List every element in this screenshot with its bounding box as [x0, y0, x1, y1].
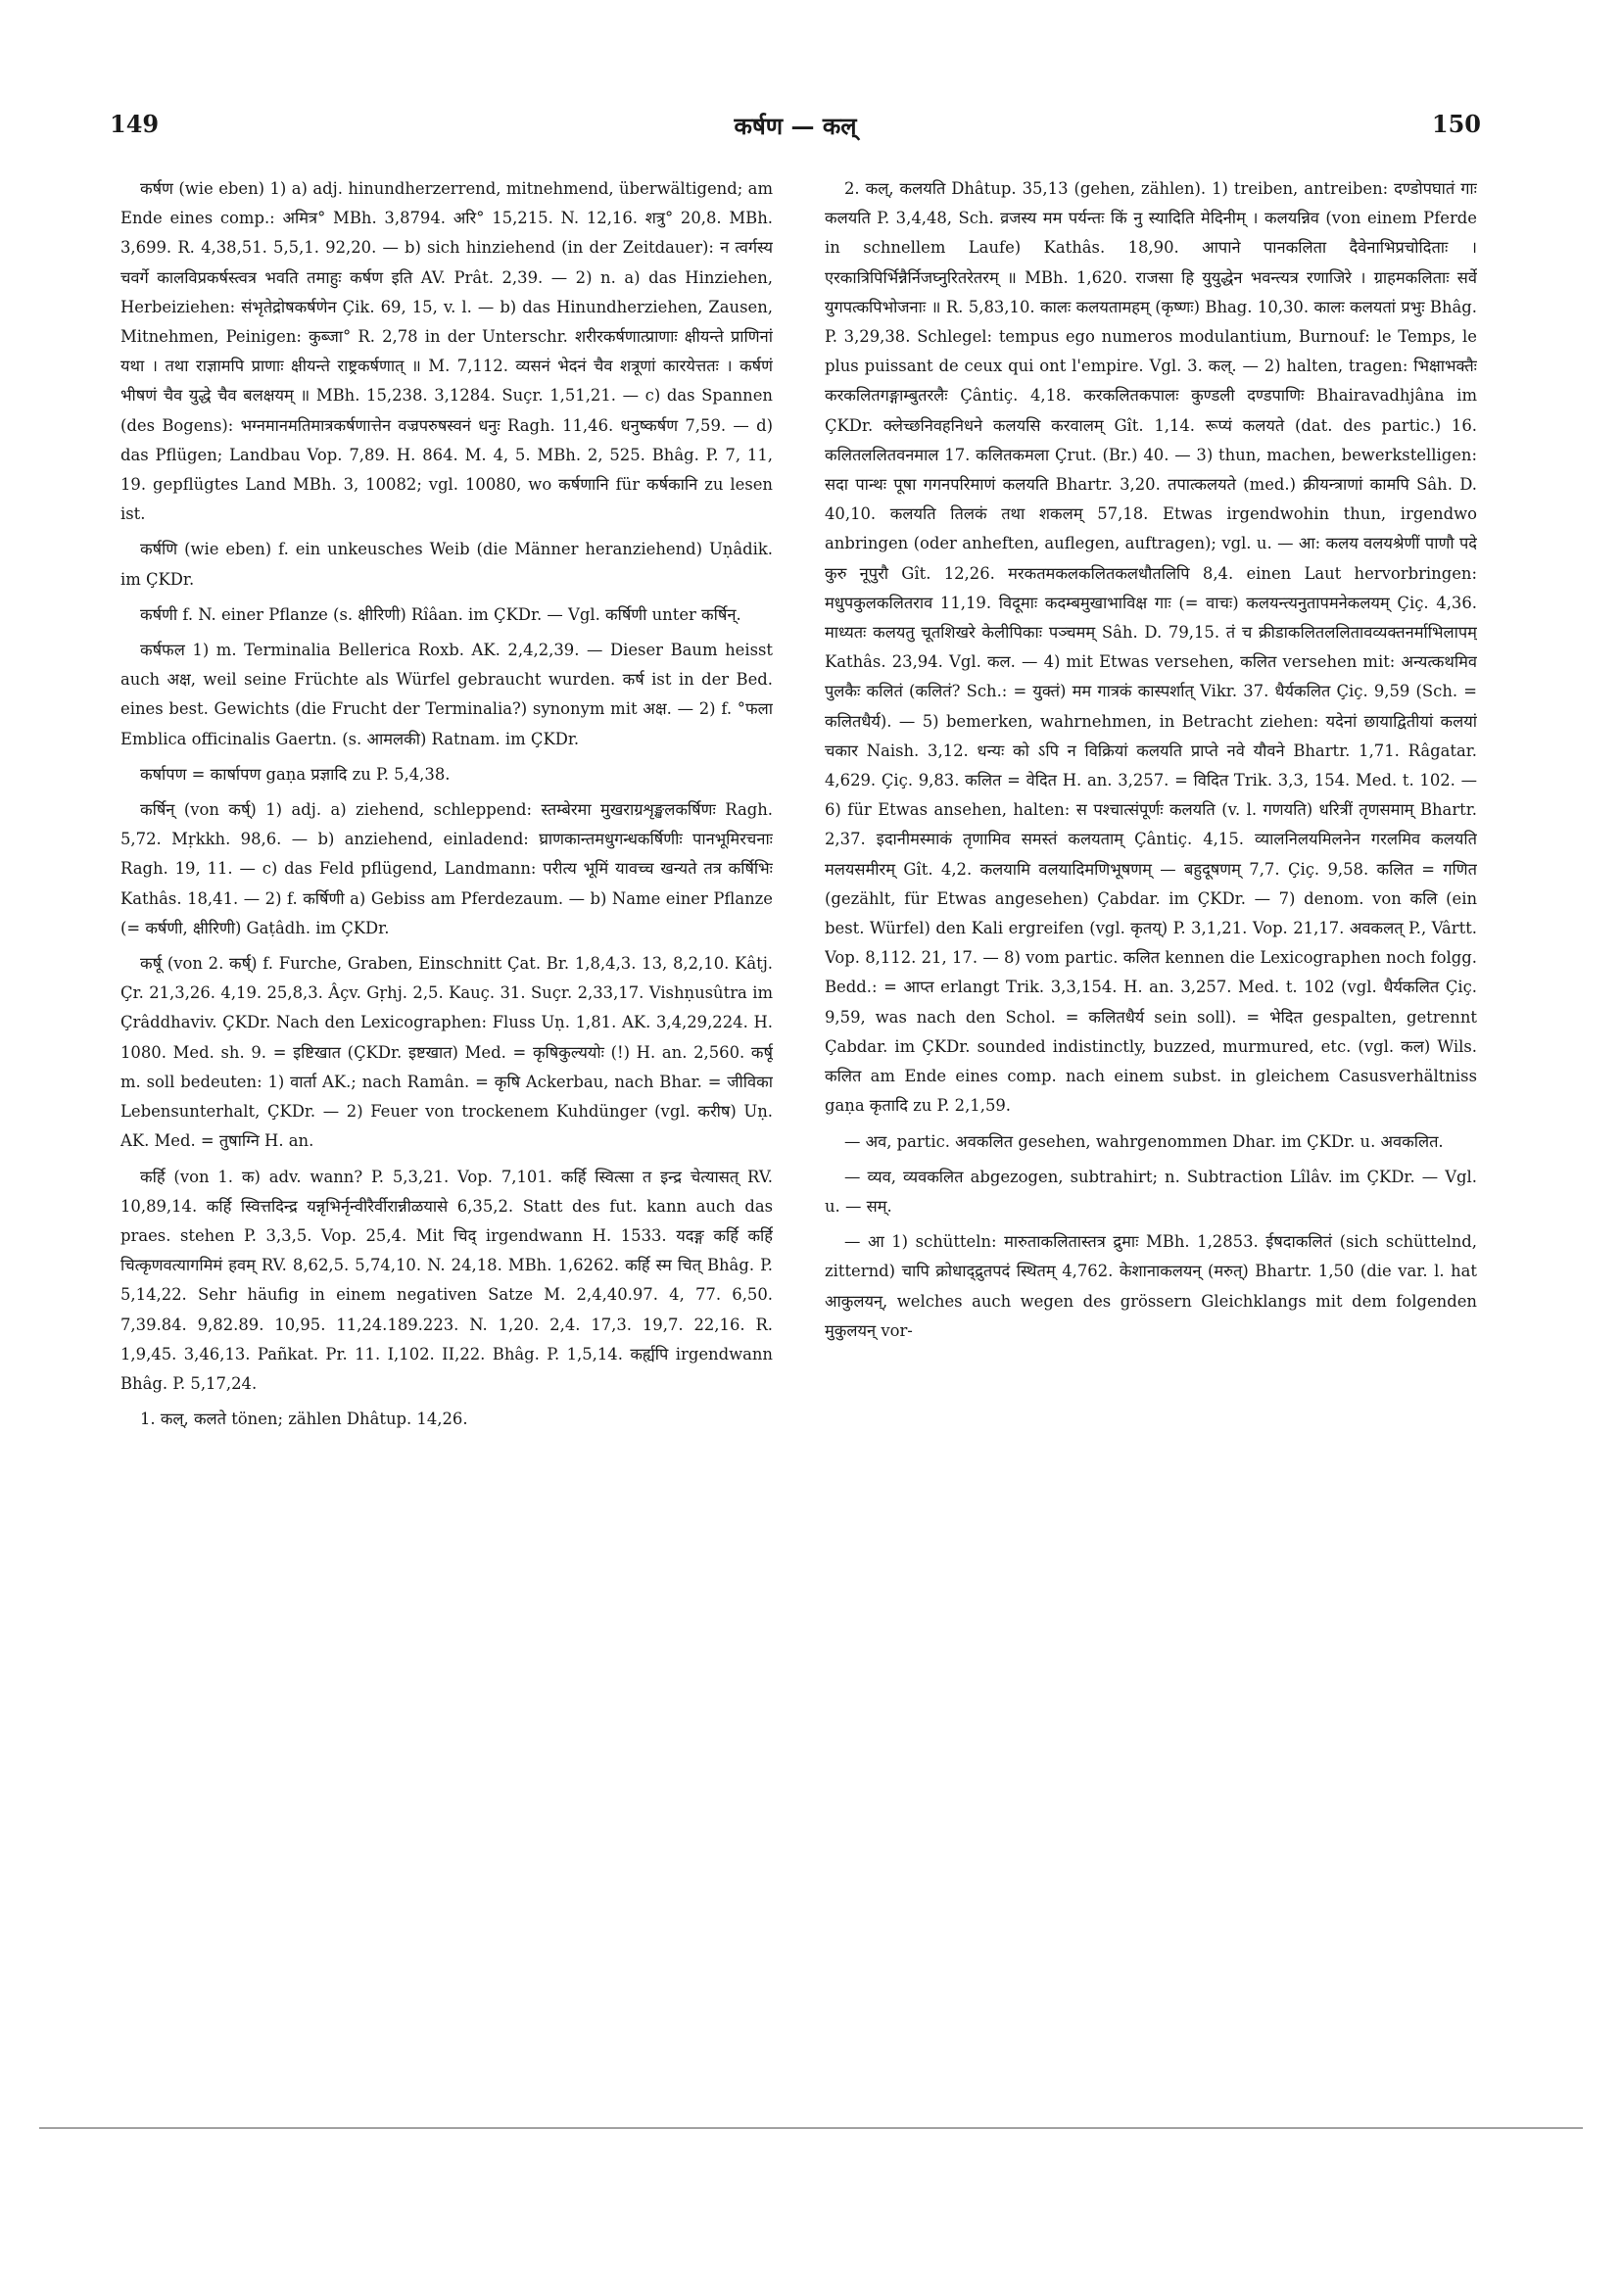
footer-rule [39, 2128, 1583, 2129]
subentry-ava: — अव, partic. अवकलित gesehen, wahrgenommen Dhar. im ÇKDr. u. अवकलित. [844, 1131, 1444, 1151]
subentry-vyava: — व्यव, व्यवकलित abgezogen, subtrahirt; n. Subtraction Lîlâv. im ÇKDr. — Vgl. u. — सम्. [825, 1167, 1477, 1216]
subentry-a: — आ 1) schütteln: मारुताकलितास्तत्र द्रुमाः MBh. 1,2853. ईषदाकलितं (sich schüttelnd, zitternd) चापि क्रोधाद्द्रुतपदं स्थितम् 4,762. केशानाकलयन् (मरुत्) Bhartr. 1,50 (die var. l. hat आकुलयन्, welches auch wegen des grössern Gleichklangs mit dem folgenden मुकुलयन् vor- [825, 1232, 1477, 1340]
page-number-left: 149 [110, 110, 160, 138]
entry-karshin: कर्षिन् (von कर्ष्) 1) adj. a) ziehend, schleppend: स्तम्बेरमा मुखराग्रशृङ्खलकर्षिणः Ragh. 5,72. Mṛkkh. 98,6. — b) anziehend, einladend: घ्राणकान्तमधुगन्धकर्षिणीः पानभूमिरचनाः Ragh. 19, 11. — c) das Feld pflügend, Landmann: परीत्य भूमिं यावच्च खन्यते तत्र कर्षिभिः Kathâs. 18,41. — 2) f. कर्षिणी a) Gebiss am Pferdezaum. — b) Name einer Pflanze (= कर्षणी, क्षीरिणी) Gaṭâdh. im ÇKDr. [120, 800, 773, 937]
entry-karshapana: कर्षापण = कार्षापण gaṇa प्रज्ञादि zu P. 5,4,38. [140, 764, 451, 784]
entry-kal-1: 1. कल्, कलते tönen; zählen Dhâtup. 14,26. [140, 1410, 468, 1429]
page-header [110, 110, 1481, 149]
entry-karshana: कर्षण (wie eben) 1) a) adj. hinundherzerrend, mitnehmend, überwältigend; am Ende eines comp.: अमित्र° MBh. 3,8794. अरि° 15,215. N. 12,16. शत्रु° 20,8. MBh. 3,699. R. 4,38,51. 5,5,1. 92,20. — b) sich hinziehend (in der Zeitdauer): न त्वर्गस्य चवर्गे कालविप्रकर्षस्त्वत्र भवति तमाहुः कर्षण इति AV. Prât. 2,39. — 2) n. a) das Hinziehen, Herbeiziehen: संभृतेद्रोषकर्षणेन Çik. 69, 15, v. l. — b) das Hinundherziehen, Zausen, Mitnehmen, Peinigen: कुब्जा° R. 2,78 in der Unterschr. शरीरकर्षणात्प्राणाः क्षीयन्ते प्राणिनां यथा । तथा राज्ञामपि प्राणाः क्षीयन्ते राष्ट्रकर्षणात् ॥ M. 7,112. व्यसनं भेदनं चैव शत्रूणां कारयेत्ततः । कर्षणं भीषणं चैव युद्धे चैव बलक्षयम् ॥ MBh. 15,238. 3,1284. Suçr. 1,51,21. — c) das Spannen (des Bogens): भग्नमानमतिमात्रकर्षणात्तेन वज्रपरुषस्वनं धनुः Ragh. 11,46. धनुष्कर्षण 7,59. — d) das Pflügen; Landbau Vop. 7,89. H. 864. M. 4, 5. MBh. 2, 525. Bhâg. P. 7, 11, 19. gepflügtes Land MBh. 3, 10082; vgl. 10080, wo कर्षणानि für कर्षकानि zu lesen ist. [120, 179, 773, 524]
page-number-right: 150 [1431, 110, 1481, 138]
entry-karhi: कर्हि (von 1. क) adv. wann? P. 5,3,21. Vop. 7,101. कर्हि स्वित्सा त इन्द्र चेत्यासत् RV. 10,89,14. कर्हि स्वित्तदिन्द्र यन्नृभिर्नृन्वीरैर्वीरान्नीळयासे 6,35,2. Statt des fut. kann auch das praes. stehen P. 3,3,5. Vop. 25,4. Mit चिद् irgendwann H. 1533. यदङ्ग कर्हि कर्हि चित्कृणवत्यागमिमं हवम् RV. 8,62,5. 5,74,10. N. 24,18. MBh. 1,6262. कर्हि स्म चित् Bhâg. P. 5,14,22. Sehr häufig in einem negativen Satze M. 2,4,40.97. 4, 77. 6,50. 7,39.84. 9,82.89. 10,95. 11,24.189.223. N. 1,20. 2,4. 17,3. 19,7. 22,16. R. 1,9,45. 3,46,13. Pañkat. Pr. 11. I,102. II,22. Bhâg. P. 1,5,14. कर्ह्यपि irgendwann Bhâg. P. 5,17,24. [120, 1167, 773, 1393]
entry-karshani-plant: कर्षणी f. N. einer Pflanze (s. क्षीरिणी) Rîâan. im ÇKDr. — Vgl. कर्षिणी unter कर्षिन्. [140, 604, 741, 624]
entry-karshani: कर्षणि (wie eben) f. ein unkeusches Weib (die Männer heranziehend) Uṇâdik. im ÇKDr. [120, 540, 773, 589]
running-title: कर्षण — कल् [734, 112, 857, 140]
entry-kal-2: 2. कल्, कलयति Dhâtup. 35,13 (gehen, zählen). 1) treiben, antreiben: दण्डोपघातं गाः कलयति P. 3,4,48, Sch. व्रजस्य मम पर्यन्तः किं नु स्यादिति मेदिनीम् । कलयन्निव (von einem Pferde in schnellem Laufe) Kathâs. 18,90. आपाने पानकलिता दैवेनाभिप्रचोदिताः । एरकात्रिपिर्भिन्नैर्निजघ्नुरितरेतरम् ॥ MBh. 1,620. राजसा हि युयुद्धेन भवन्त्यत्र रणाजिरे । ग्राहमकलिताः सर्वे युगपत्कपिभोजनाः ॥ R. 5,83,10. कालः कलयतामहम् (कृष्णः) Bhag. 10,30. कालः कलयतां प्रभुः Bhâg. P. 3,29,38. Schlegel: tempus ego numeros modulantium, Burnouf: le Temps, le plus puissant de ceux qui ont l'empire. Vgl. 3. कल्. — 2) halten, tragen: भिक्षाभक्तैः करकलितगङ्गाम्बुतरलैः Çântiç. 4,18. करकलितकपालः कुण्डली दण्डपाणिः Bhairavadhjâna im ÇKDr. क्लेच्छनिवहनिधने कलयसि करवालम् Gît. 1,14. रूप्यं कलयते (dat. des partic.) 16. कलितललितवनमाल 17. कलितकमला Çrut. (Br.) 40. — 3) thun, machen, bewerkstelligen: सदा पान्थः पूषा गगनपरिमाणं कलयति Bhartr. 3,20. तपात्कलयते (med.) क्रीयन्त्राणां कामपि Sâh. D. 40,10. कलयति तिलकं तथा शकलम् 57,18. Etwas irgendwohin thun, irgendwo anbringen (oder anheften, auflegen, auftragen); vgl. u. — आ: कलय वलयश्रेणीं पाणौ पदे कुरु नूपुरौ Gît. 12,26. मरकतमकलकलितकलधौतलिपि 8,4. einen Laut hervorbringen: मधुपकुलकलितराव 11,19. विदूमाः कदम्बमुखाभाविक्ष गाः (= वाचः) कलयन्त्यनुतापमनेकलयम् Çiç. 4,36. माध्यतः कलयतु चूतशिखरे केलीपिकाः पञ्चमम् Sâh. D. 79,15. तं च क्रीडाकलितललितावव्यक्तनर्माभिलापम् Kathâs. 23,94. Vgl. कल. — 4) mit Etwas versehen, कलित versehen mit: अन्यत्कथमिव पुलकैः कलितं (कलितं? Sch.: = युक्तं) मम गात्रकं कास्पर्शात् Vikr. 37. धैर्यकलित Çiç. 9,59 (Sch. = कलितधैर्य). — 5) bemerken, wahrnehmen, in Betracht ziehen: यदेनां छायाद्वितीयां कलयां चकार Naish. 3,12. धन्यः को ऽपि न विक्रियां कलयति प्राप्ते नवे यौवने Bhartr. 1,71. Râgatar. 4,629. Çiç. 9,83. कलित = वेदित H. an. 3,257. = विदित Trik. 3,3, 154. Med. t. 102. — 6) für Etwas ansehen, halten: स पश्चात्संपूर्णः कलयति (v. l. गणयति) धरित्रीं तृणसमाम् Bhartr. 2,37. इदानीमस्माकं तृणामिव समस्तं कलयताम् Çântiç. 4,15. व्यालनिलयमिलनेन गरलमिव कलयति मलयसमीरम् Gît. 4,2. कलयामि वलयादिमणिभूषणम् — बहुदूषणम् 7,7. Çiç. 9,58. कलित = गणित (gezählt, für Etwas angesehen) Çabdar. im ÇKDr. — 7) denom. von कलि (ein best. Würfel) den Kali ergreifen (vgl. कृतय्) P. 3,1,21. Vop. 21,17. अवकलत् P., Vârtt. Vop. 8,112. 21, 17. — 8) vom partic. कलित kennen die Lexicographen noch folgg. Bedd.: = आप्त erlangt Trik. 3,3,154. H. an. 3,257. Med. t. 102 (vgl. धैर्यकलित Çiç. 9,59, was nach den Schol. = कलितधैर्य sein soll). = भेदित gespalten, getrennt Çabdar. im ÇKDr. sounded indistinctly, buzzed, murmured, etc. (vgl. कल) Wils. कलित am Ende eines comp. nach einem subst. in gleichem Casusverhältniss gaṇa कृतादि zu P. 2,1,59. [825, 179, 1477, 1116]
left-column [120, 174, 773, 2065]
entry-karshaphala: कर्षफल 1) m. Terminalia Bellerica Roxb. AK. 2,4,2,39. — Dieser Baum heisst auch अक्ष, weil seine Früchte als Würfel gebraucht wurden. कर्ष ist in der Bed. eines best. Gewichts (die Frucht der Terminalia?) synonym mit अक्ष. — 2) f. °फला Emblica officinalis Gaertn. (s. आमलकी) Ratnam. im ÇKDr. [120, 641, 773, 748]
entry-karshu: कर्षू (von 2. कर्ष्) f. Furche, Graben, Einschnitt Çat. Br. 1,8,4,3. 13, 8,2,10. Kâtj. Çr. 21,3,26. 4,19. 25,8,3. Âçv. Gṛhj. 2,5. Kauç. 31. Suçr. 2,33,17. Vishṇusûtra im Çrâddhaviv. ÇKDr. Nach den Lexicographen: Fluss Uṇ. 1,81. AK. 3,4,29,224. H. 1080. Med. sh. 9. = इष्टिखात (ÇKDr. इष्टखात) Med. = कृषिकुल्ययोः (!) H. an. 2,560. कर्षू m. soll bedeuten: 1) वार्ता AK.; nach Ramân. = कृषि Ackerbau, nach Bhar. = जीविका Lebensunterhalt, ÇKDr. — 2) Feuer von trockenem Kuhdünger (vgl. करीष) Uṇ. AK. Med. = तुषाग्नि H. an. [120, 954, 773, 1151]
right-column [825, 174, 1477, 2065]
